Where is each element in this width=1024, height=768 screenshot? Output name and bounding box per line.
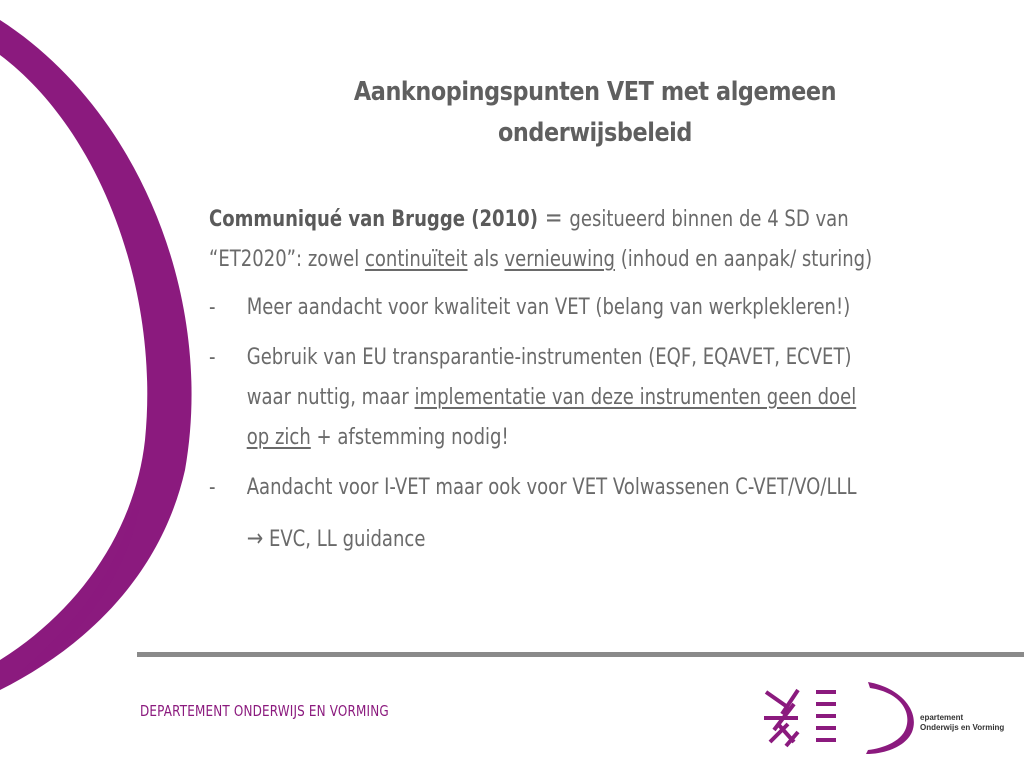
bullet-list (209, 288, 881, 508)
department-label: DEPARTEMENT ONDERWIJS EN VORMING (140, 702, 389, 720)
title-line-2: onderwijsbeleid (497, 118, 692, 148)
intro-text-4: (inhoud en aanpak/ sturing) (615, 247, 873, 272)
bullet-item (209, 288, 881, 328)
sub-bullet-text: EVC, LL guidance (263, 527, 426, 552)
intro-underline-continuity: continuïteit (364, 247, 468, 272)
bullet-text: Aandacht voor I-VET maar ook voor VET Volwassenen C-VET/VO/LLL (246, 475, 857, 500)
department-logo-text (920, 713, 1004, 733)
intro-text-3: als (467, 247, 505, 272)
slide-title (341, 72, 848, 154)
slide-body (209, 198, 881, 560)
bullet-text-end: + afstemming nodig! (310, 425, 509, 450)
bullet-item (209, 338, 881, 458)
logo-text-line-1: epartement (920, 713, 964, 722)
department-d-logo-icon (862, 678, 922, 758)
intro-underline-renewal: vernieuwing (504, 247, 616, 272)
intro-paragraph (209, 198, 881, 280)
footer-divider (137, 652, 1024, 657)
sub-bullet (209, 518, 881, 560)
bullet-text: Gebruik van EU transparantie-instrumenten (EQF, EQAVET, ECVET) waar nuttig, maar (246, 345, 852, 410)
bullet-item (209, 468, 881, 508)
flemish-lion-logo-icon (758, 684, 840, 754)
intro-text-2: “ET2020”: zowel (209, 247, 365, 272)
intro-equals: = (537, 203, 570, 233)
intro-text-1: gesitueerd binnen de 4 SD van (569, 207, 849, 232)
bullet-dash: - (209, 345, 216, 370)
title-line-1: Aanknopingspunten VET met algemeen (353, 77, 837, 107)
intro-bold: Communiqué van Brugge (2010) (209, 207, 538, 232)
bullet-dash: - (209, 475, 216, 500)
bullet-underline: implementatie van deze instrumenten geen doel op zich (246, 385, 857, 450)
arrow-right-icon: → (246, 524, 264, 552)
bullet-dash: - (209, 295, 216, 320)
logo-text-line-2: Onderwijs en Vorming (920, 723, 1005, 732)
bullet-text: Meer aandacht voor kwaliteit van VET (belang van werkplekleren!) (246, 295, 851, 320)
